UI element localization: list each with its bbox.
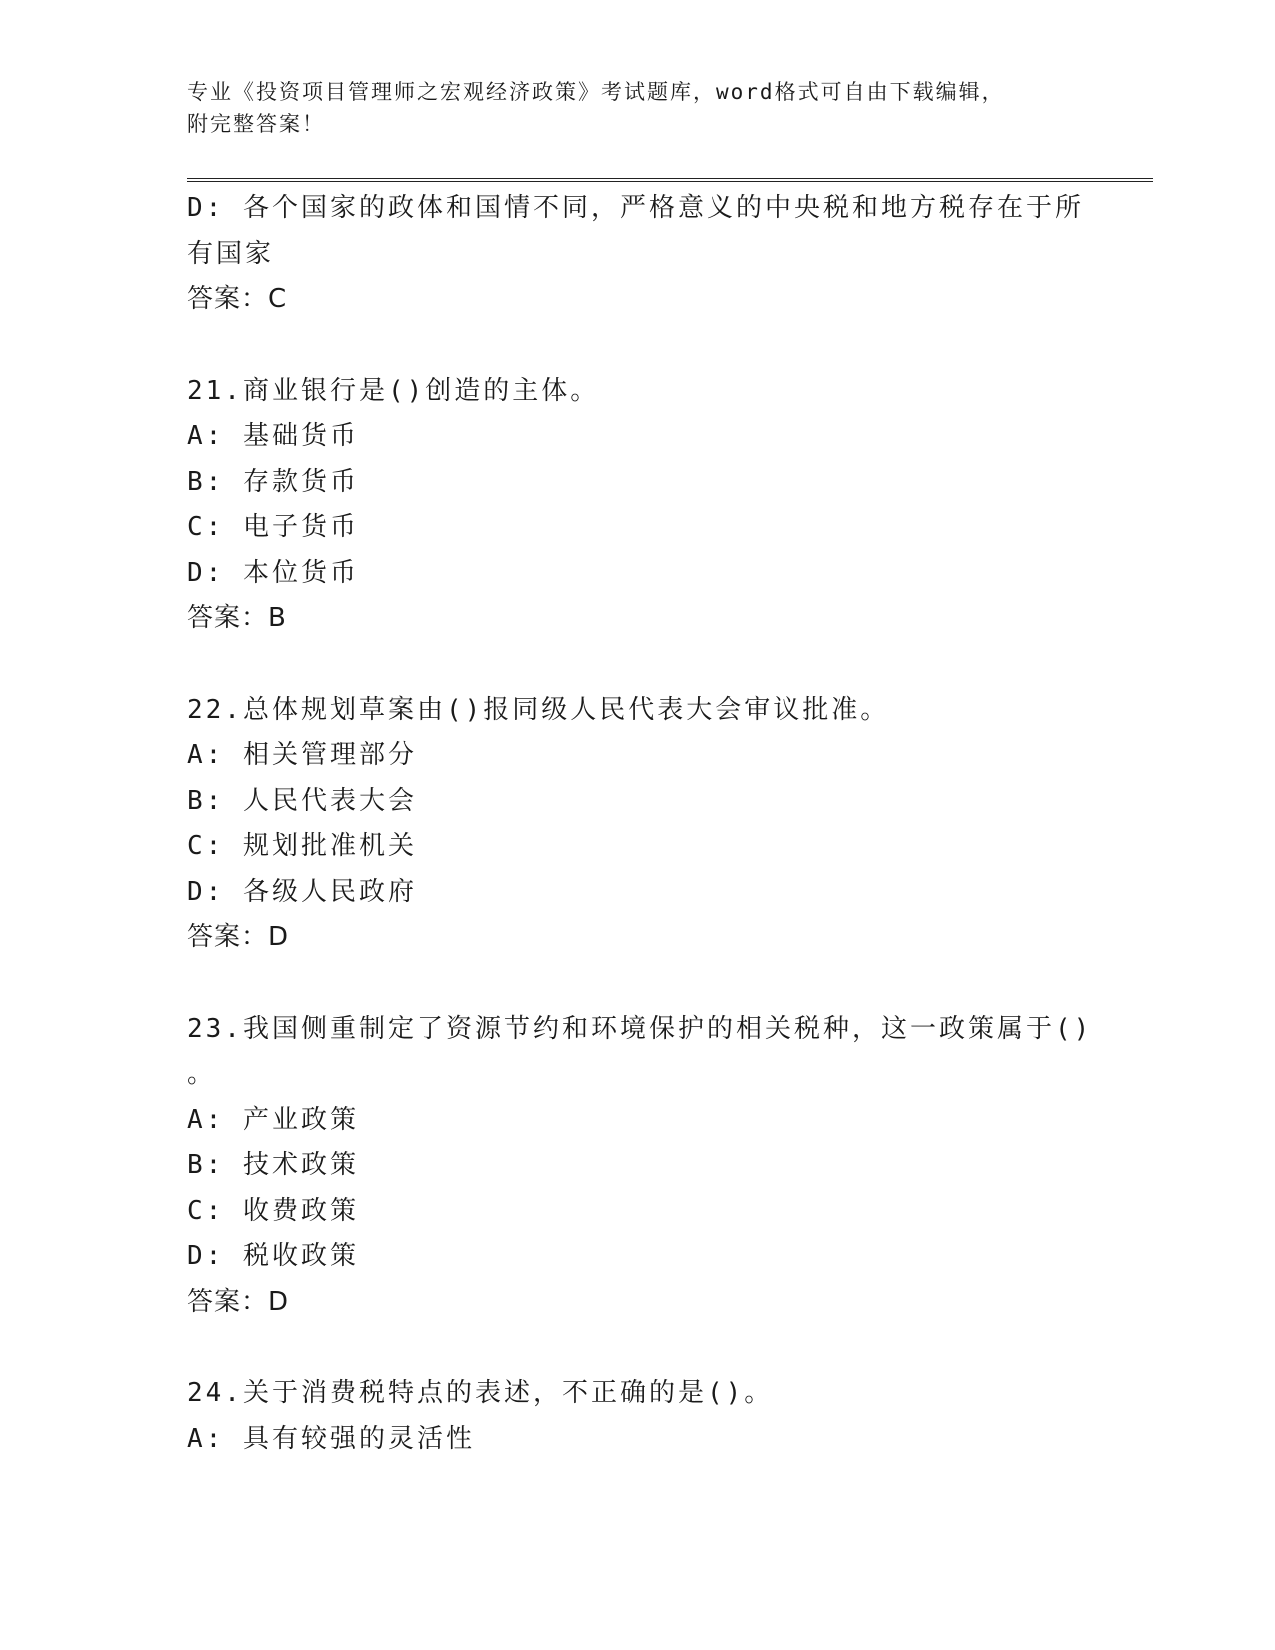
- answer: 答案：B: [187, 603, 287, 633]
- option-d: D: 各个国家的政体和国情不同，严格意义的中央税和地方税存在于所: [187, 193, 1084, 223]
- option-d-continued: 有国家: [187, 238, 275, 269]
- answer: 答案：C: [187, 284, 288, 314]
- question-22: [187, 688, 1087, 961]
- question-stem: 24.关于消费税特点的表述，不正确的是()。: [187, 1378, 774, 1408]
- option-a: A: 基础货币: [187, 421, 359, 451]
- question-24: [187, 1371, 1087, 1462]
- question-stem: 22.总体规划草案由()报同级人民代表大会审议批准。: [187, 694, 890, 725]
- question-list: [187, 186, 1093, 1462]
- question-stem: 21.商业银行是()创造的主体。: [187, 375, 600, 406]
- option-b: B: 技术政策: [187, 1150, 359, 1180]
- option-a: A: 产业政策: [187, 1104, 359, 1135]
- document-header: [187, 76, 1067, 140]
- header-line-1: 专业《投资项目管理师之宏观经济政策》考试题库，word格式可自由下载编辑，: [187, 80, 1005, 104]
- option-c: C: 电子货币: [187, 512, 359, 542]
- option-d: D: 税收政策: [187, 1241, 359, 1271]
- previous-question-tail: [187, 186, 1087, 323]
- question-23: [187, 1007, 1093, 1326]
- header-divider: [187, 178, 1153, 182]
- option-c: C: 收费政策: [187, 1195, 359, 1226]
- question-21: [187, 369, 1087, 642]
- option-a: A: 具有较强的灵活性: [187, 1423, 475, 1454]
- option-c: C: 规划批准机关: [187, 831, 417, 861]
- answer: 答案：D: [187, 1286, 290, 1317]
- option-d: D: 本位货币: [187, 557, 359, 588]
- question-stem-continued: 。: [187, 1059, 217, 1089]
- answer: 答案：D: [187, 922, 290, 952]
- option-a: A: 相关管理部分: [187, 740, 417, 770]
- option-d: D: 各级人民政府: [187, 876, 417, 907]
- question-stem: 23.我国侧重制定了资源节约和环境保护的相关税种，这一政策属于(): [187, 1013, 1093, 1044]
- option-b: B: 存款货币: [187, 466, 359, 497]
- option-b: B: 人民代表大会: [187, 785, 417, 816]
- header-line-2: 附完整答案！: [187, 112, 325, 136]
